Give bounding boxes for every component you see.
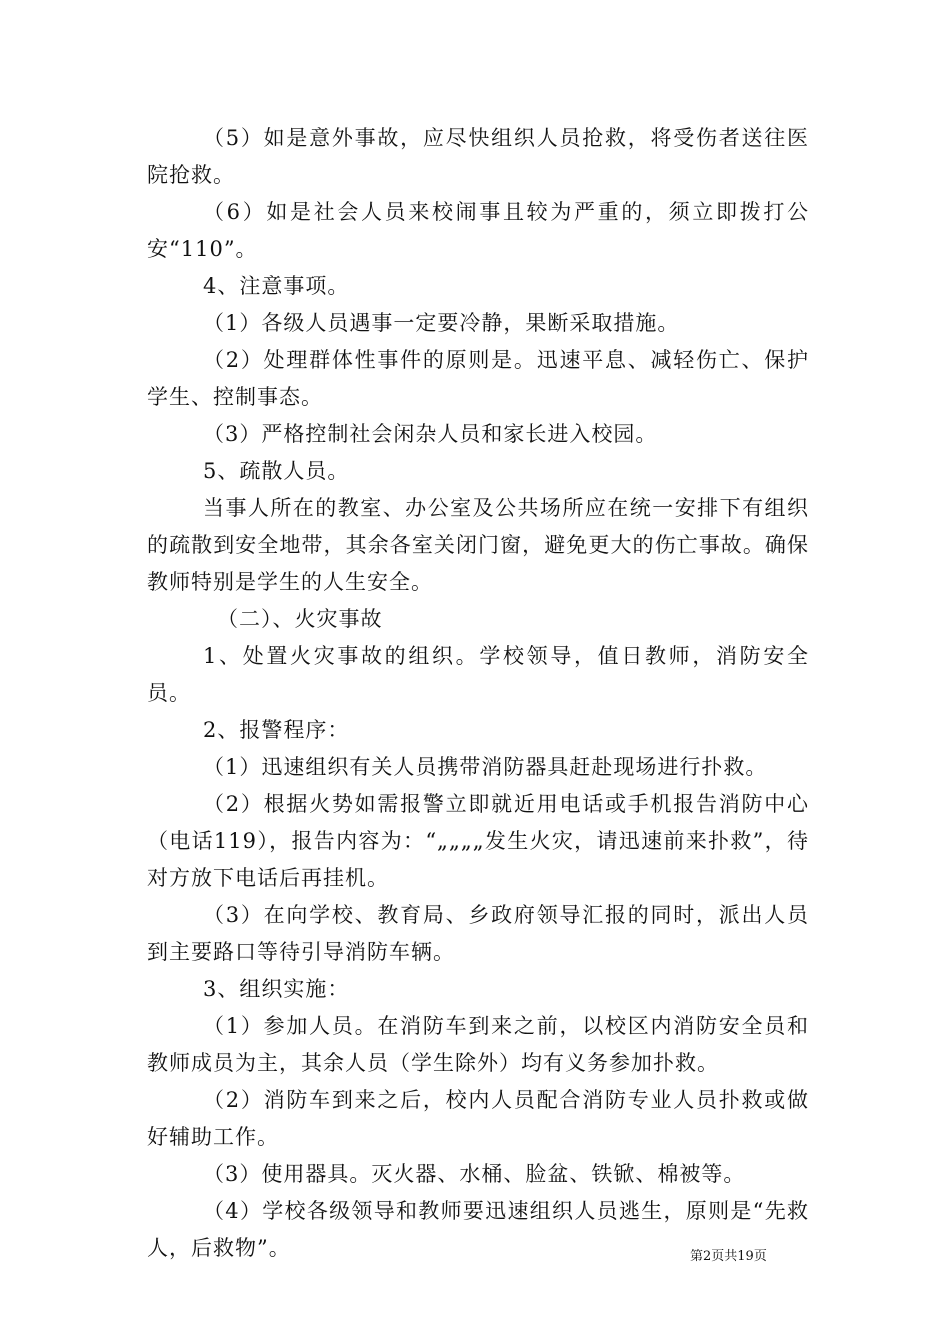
- paragraph-equipment: （3）使用器具。灭火器、水桶、脸盆、铁锨、棉被等。: [203, 1162, 746, 1186]
- paragraph-report-fire: （2）根据火势如需报警立即就近用电话或手机报告消防中心（电话119），报告内容为：“„„„„发生火灾，请迅速前来扑救”，待对方放下电话后再挂机。: [147, 792, 809, 890]
- section-heading-alarm-procedure: 2、报警程序：: [203, 718, 350, 742]
- paragraph-call-police: （6）如是社会人员来校闹事且较为严重的，须立即拨打公安“110”。: [147, 200, 809, 261]
- paragraph-control-entry: （3）严格控制社会闲杂人员和家长进入校园。: [203, 422, 658, 446]
- section-heading-implementation: 3、组织实施：: [203, 977, 350, 1001]
- paragraph-evacuation-details: 当事人所在的教室、办公室及公共场所应在统一安排下有组织的疏散到安全地带，其余各室关闭门窗，避免更大的伤亡事故。确保教师特别是学生的人生安全。: [147, 496, 809, 594]
- section-heading-precautions: 4、注意事项。: [203, 274, 350, 298]
- paragraph-accident-rescue: （5）如是意外事故，应尽快组织人员抢救，将受伤者送往医院抢救。: [147, 126, 809, 187]
- paragraph-assist-firefighters: （2）消防车到来之后，校内人员配合消防专业人员扑救或做好辅助工作。: [147, 1088, 809, 1149]
- paragraph-escape-principle: （4）学校各级领导和教师要迅速组织人员逃生，原则是“先救人，后救物”。: [147, 1199, 809, 1260]
- paragraph-fire-organization: 1、处置火灾事故的组织。学校领导，值日教师，消防安全员。: [147, 644, 809, 705]
- section-heading-evacuation: 5、疏散人员。: [203, 459, 350, 483]
- section-heading-fire-accident: （二）、火灾事故: [217, 607, 383, 631]
- paragraph-group-incident-principle: （2）处理群体性事件的原则是。迅速平息、减轻伤亡、保护学生、控制事态。: [147, 348, 809, 409]
- document-body: [147, 120, 809, 1267]
- page-number-footer: 第2页共19页: [690, 1249, 767, 1264]
- paragraph-stay-calm: （1）各级人员遇事一定要冷静，果断采取措施。: [203, 311, 680, 335]
- paragraph-organize-firefighting: （1）迅速组织有关人员携带消防器具赶赴现场进行扑救。: [203, 755, 768, 779]
- paragraph-guide-fire-trucks: （3）在向学校、教育局、乡政府领导汇报的同时，派出人员到主要路口等待引导消防车辆。: [147, 903, 809, 964]
- paragraph-participants: （1）参加人员。在消防车到来之前，以校区内消防安全员和教师成员为主，其余人员（学生除外）均有义务参加扑救。: [147, 1014, 809, 1075]
